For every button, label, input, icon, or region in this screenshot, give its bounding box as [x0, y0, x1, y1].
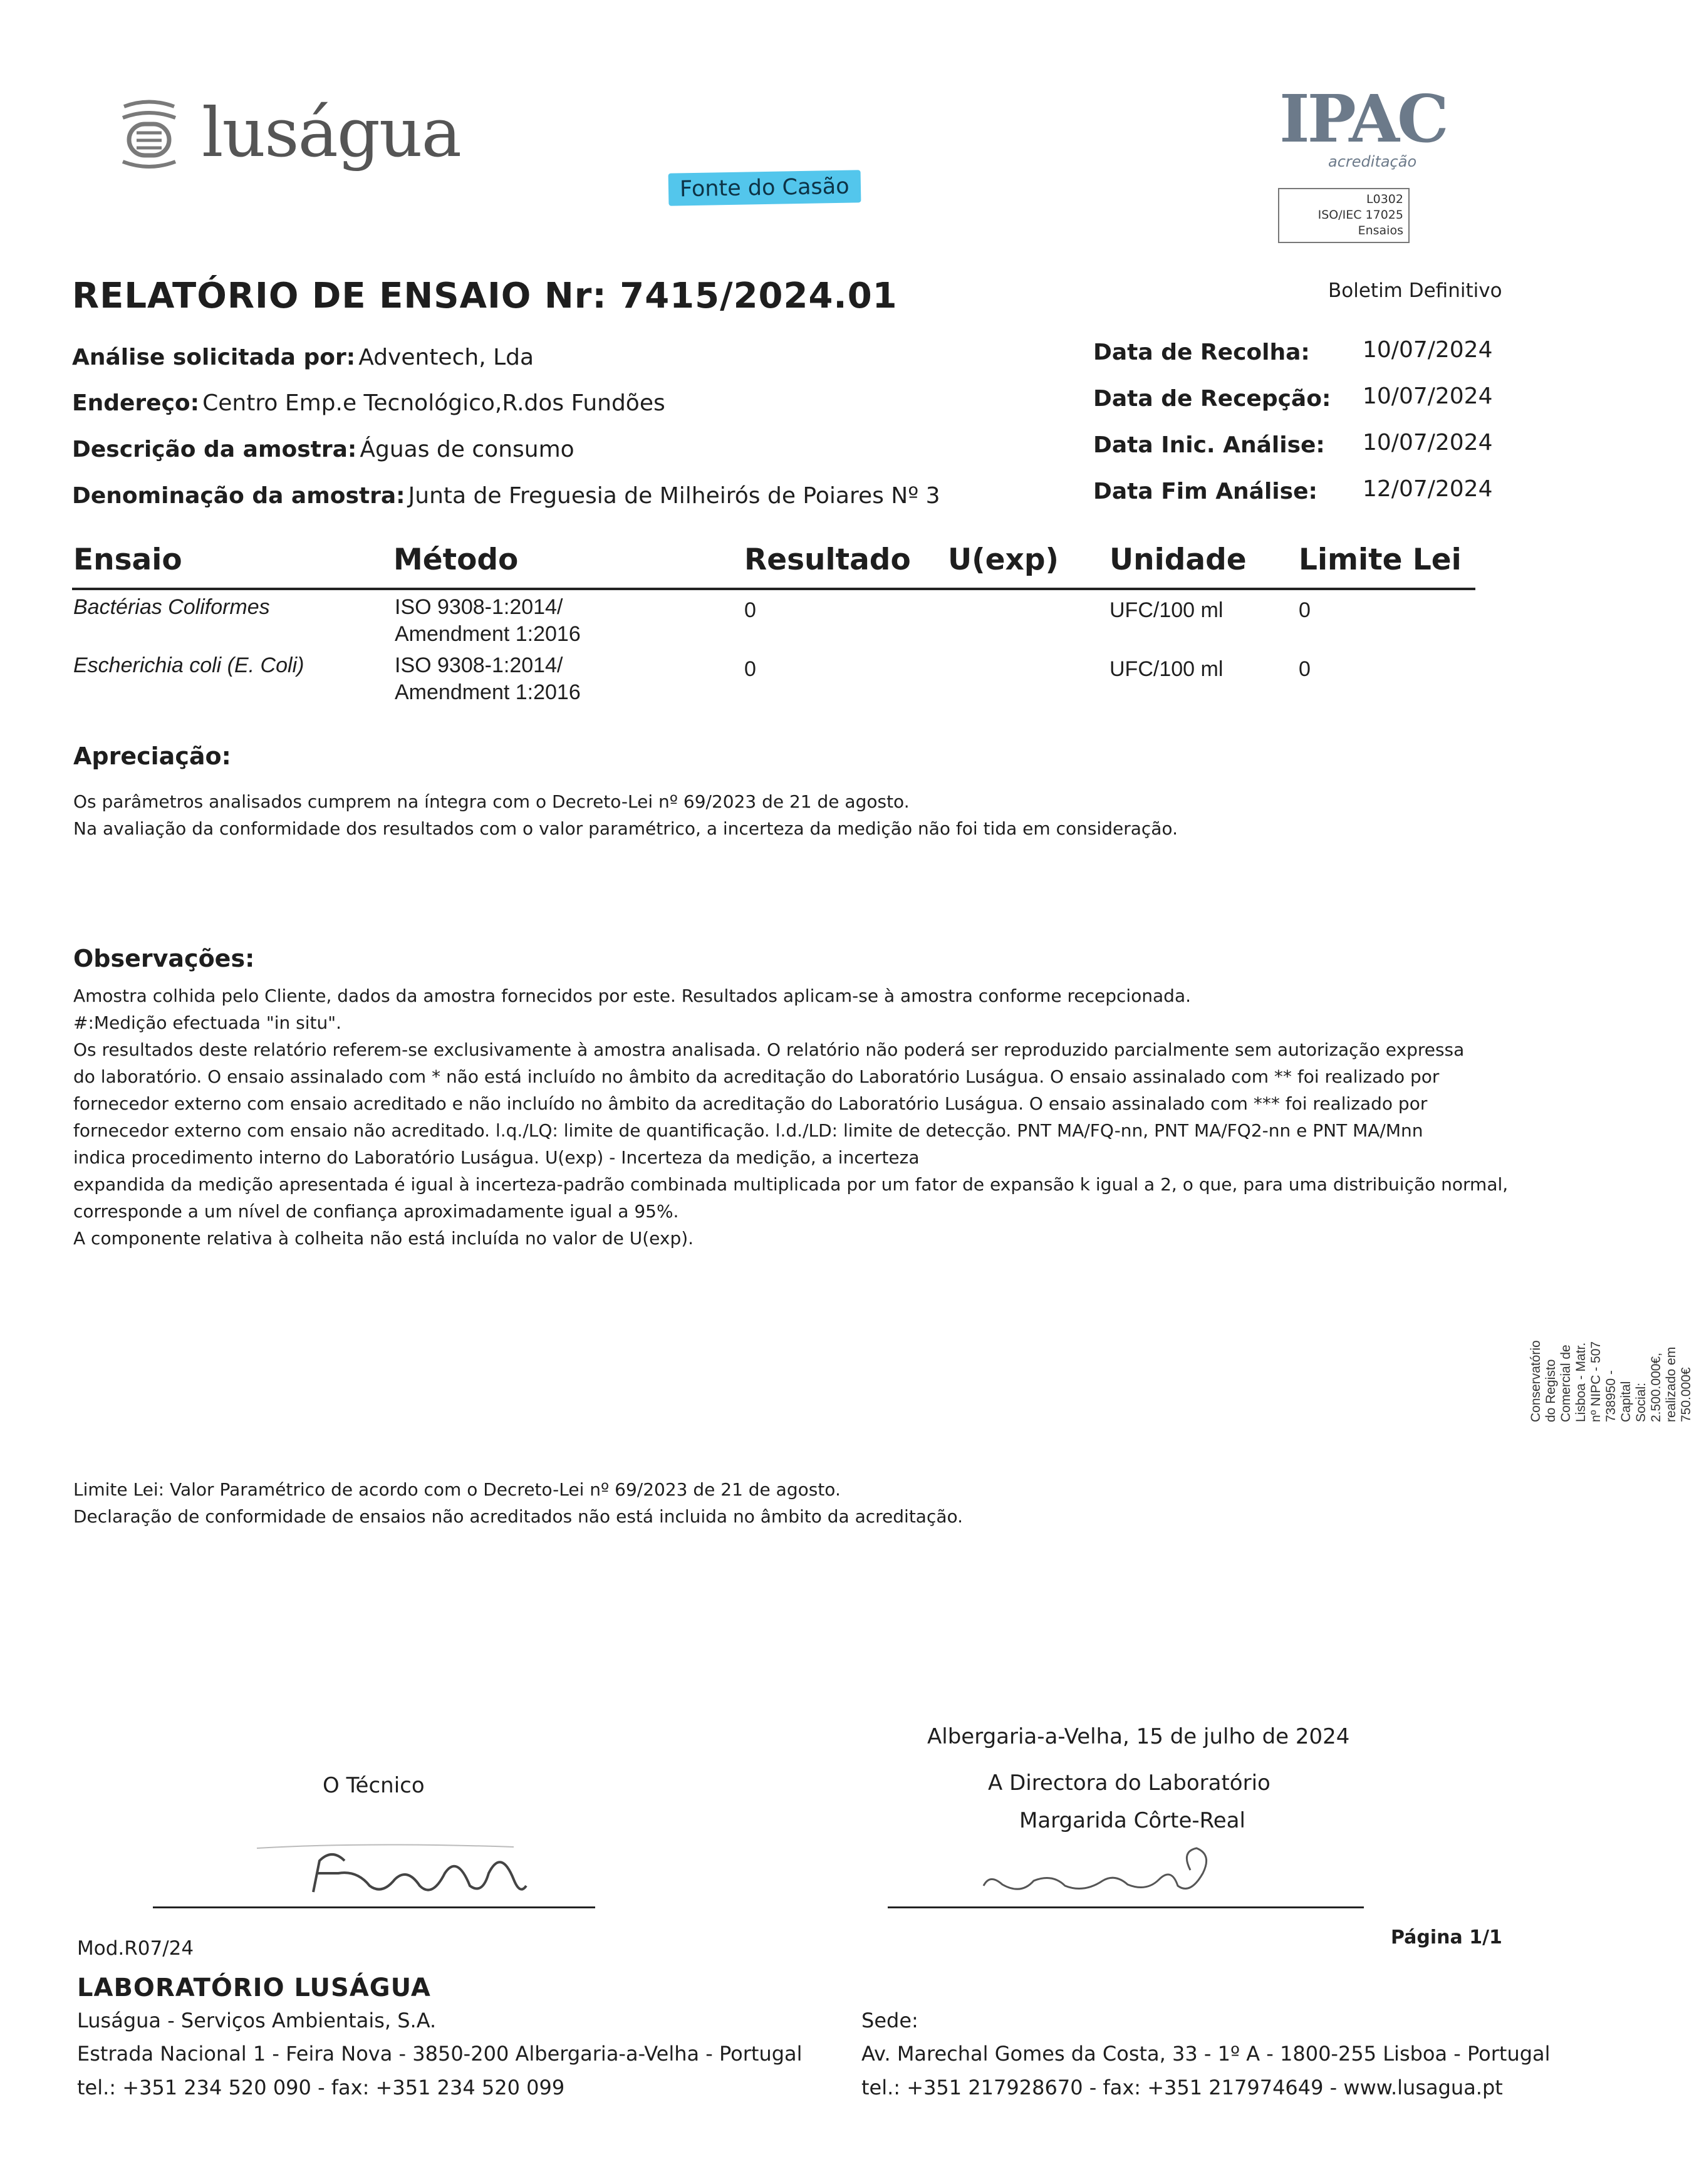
hq-label: Sede:: [861, 2009, 918, 2032]
director-title: A Directora do Laboratório: [988, 1771, 1270, 1796]
sample-desc-label: Descrição da amostra:: [72, 437, 357, 462]
date-analysis-start-label: Data Inic. Análise:: [1093, 432, 1325, 458]
table-row-1-metodo-line2: Amendment 1:2016: [395, 622, 581, 646]
ipac-logo: IPAC: [1279, 80, 1447, 157]
ipac-subtitle: acreditação: [1328, 153, 1417, 170]
table-row-1-ensaio: Bactérias Coliformes: [73, 595, 270, 619]
observation-line-1: Amostra colhida pelo Cliente, dados da amostra fornecidos por este. Resultados aplicam-se à amostra conforme recepcionada.: [73, 985, 1192, 1006]
address-row: [72, 390, 665, 416]
note-line-2: Declaração de conformidade de ensaios não acreditados não está incluida no âmbito da acreditação.: [73, 1506, 964, 1527]
address-value: Centro Emp.e Tecnológico,R.dos Fundões: [202, 390, 665, 416]
place-date: Albergaria-a-Velha, 15 de julho de 2024: [927, 1724, 1350, 1749]
requested-by-row: [72, 345, 534, 370]
table-row-2-unidade: UFC/100 ml: [1109, 657, 1224, 681]
table-row-1-limite: 0: [1299, 598, 1311, 622]
appreciation-line-1: Os parâmetros analisados cumprem na íntegra com o Decreto-Lei nº 69/2023 de 21 de agosto.: [73, 791, 910, 812]
observation-line-5: fornecedor externo com ensaio acreditado e não incluído no âmbito da acreditação do Laboratório Luságua. O ensaio assinalado com *** foi realizado por: [73, 1093, 1428, 1114]
director-name: Margarida Côrte-Real: [1019, 1808, 1245, 1833]
col-header-unidade: Unidade: [1109, 543, 1247, 577]
observation-line-4: do laboratório. O ensaio assinalado com * não está incluído no âmbito da acreditação do Laboratório Luságua. O ensaio assinalado com ** foi realizado por: [73, 1066, 1440, 1087]
technician-signature: [251, 1836, 576, 1911]
company-name: Luságua - Serviços Ambientais, S.A.: [77, 2009, 437, 2032]
col-header-uexp: U(exp): [948, 543, 1059, 577]
observation-line-8: expandida da medição apresentada é igual à incerteza-padrão combinada multiplicada por um fator de expansão k igual a 2, o que, para uma distribuição normal,: [73, 1174, 1509, 1195]
accreditation-box: [1278, 188, 1410, 243]
report-status: Boletim Definitivo: [1328, 279, 1502, 302]
hq-address: Av. Marechal Gomes da Costa, 33 - 1º A - 1800-255 Lisboa - Portugal: [861, 2042, 1551, 2066]
technician-title: O Técnico: [323, 1773, 425, 1798]
appreciation-line-2: Na avaliação da conformidade dos resultados com o valor paramétrico, a incerteza da medição não foi tida em consideração.: [73, 818, 1178, 839]
date-analysis-end-label: Data Fim Análise:: [1093, 479, 1317, 504]
date-reception-label: Data de Recepção:: [1093, 386, 1331, 412]
col-header-ensaio: Ensaio: [73, 543, 182, 577]
lab-name: LABORATÓRIO LUSÁGUA: [77, 1973, 431, 2002]
lusagua-logo-icon: [118, 94, 180, 175]
appreciation-title: Apreciação:: [73, 742, 231, 770]
requested-by-value: Adventech, Lda: [358, 345, 534, 370]
accreditation-code: L0302: [1366, 192, 1403, 206]
company-contacts: tel.: +351 234 520 090 - fax: +351 234 520 099: [77, 2076, 565, 2099]
table-row-2-metodo-line1: ISO 9308-1:2014/: [395, 653, 563, 677]
table-row-1-unidade: UFC/100 ml: [1109, 598, 1224, 622]
sample-name-row: [72, 483, 940, 509]
requested-by-label: Análise solicitada por:: [72, 345, 356, 370]
date-analysis-end-value: 12/07/2024: [1363, 476, 1493, 502]
date-collection-label: Data de Recolha:: [1093, 340, 1310, 365]
table-row-2-ensaio: Escherichia coli (E. Coli): [73, 653, 304, 677]
table-header-rule: [72, 588, 1475, 590]
observation-line-6: fornecedor externo com ensaio não acreditado. l.q./LQ: limite de quantificação. l.d./LD: limite de detecção. PNT MA/FQ-nn, PNT MA/FQ2-nn e PNT MA/Mnn: [73, 1120, 1423, 1141]
observation-line-10: A componente relativa à colheita não está incluída no valor de U(exp).: [73, 1228, 694, 1249]
sample-desc-row: [72, 437, 574, 462]
page-number: Página 1/1: [1391, 1927, 1502, 1948]
col-header-resultado: Resultado: [744, 543, 911, 577]
col-header-metodo: Método: [393, 543, 519, 577]
table-row-2-metodo-line2: Amendment 1:2016: [395, 680, 581, 704]
observation-line-3: Os resultados deste relatório referem-se exclusivamente à amostra analisada. O relatório não poderá ser reproduzido parcialmente sem autorização expressa: [73, 1039, 1465, 1060]
sample-desc-value: Águas de consumo: [360, 437, 574, 462]
director-signature-line: [888, 1906, 1364, 1908]
report-title: RELATÓRIO DE ENSAIO Nr: 7415/2024.01: [72, 276, 898, 316]
date-reception-value: 10/07/2024: [1363, 383, 1493, 409]
company-registry-text: Conservatório do Registo Comercial de Lisboa - Matr. nº NIPC - 507 738950 - Capital Social: 2.500.000€, realizado em 750.000€: [1529, 1340, 1693, 1422]
form-code: Mod.R07/24: [77, 1937, 194, 1960]
technician-signature-line: [153, 1906, 595, 1908]
col-header-limite: Limite Lei: [1299, 543, 1462, 577]
sample-name-label: Denominação da amostra:: [72, 483, 405, 509]
observations-title: Observações:: [73, 945, 255, 972]
lusagua-logo-text: luságua: [202, 94, 460, 172]
company-address: Estrada Nacional 1 - Feira Nova - 3850-200 Albergaria-a-Velha - Portugal: [77, 2042, 803, 2066]
table-row-2-resultado: 0: [744, 657, 756, 681]
accreditation-scope: Ensaios: [1358, 224, 1403, 237]
hq-contacts: tel.: +351 217928670 - fax: +351 217974649 - www.lusagua.pt: [861, 2076, 1503, 2099]
date-analysis-start-value: 10/07/2024: [1363, 430, 1493, 455]
source-stamp: Fonte do Casão: [668, 170, 861, 205]
table-row-2-limite: 0: [1299, 657, 1311, 681]
date-collection-value: 10/07/2024: [1363, 337, 1493, 363]
sample-name-value: Junta de Freguesia de Milheirós de Poiares Nº 3: [408, 483, 940, 509]
director-signature: [965, 1836, 1228, 1905]
observation-line-9: corresponde a um nível de confiança aproximadamente igual a 95%.: [73, 1201, 679, 1222]
observation-line-2: #:Medição efectuada "in situ".: [73, 1012, 342, 1033]
address-label: Endereço:: [72, 390, 200, 416]
note-line-1: Limite Lei: Valor Paramétrico de acordo com o Decreto-Lei nº 69/2023 de 21 de agosto.: [73, 1479, 841, 1500]
table-row-1-resultado: 0: [744, 598, 756, 622]
table-row-1-metodo-line1: ISO 9308-1:2014/: [395, 595, 563, 619]
observation-line-7: indica procedimento interno do Laboratório Luságua. U(exp) - Incerteza da medição, a incerteza: [73, 1147, 920, 1168]
accreditation-standard: ISO/IEC 17025: [1317, 208, 1403, 222]
